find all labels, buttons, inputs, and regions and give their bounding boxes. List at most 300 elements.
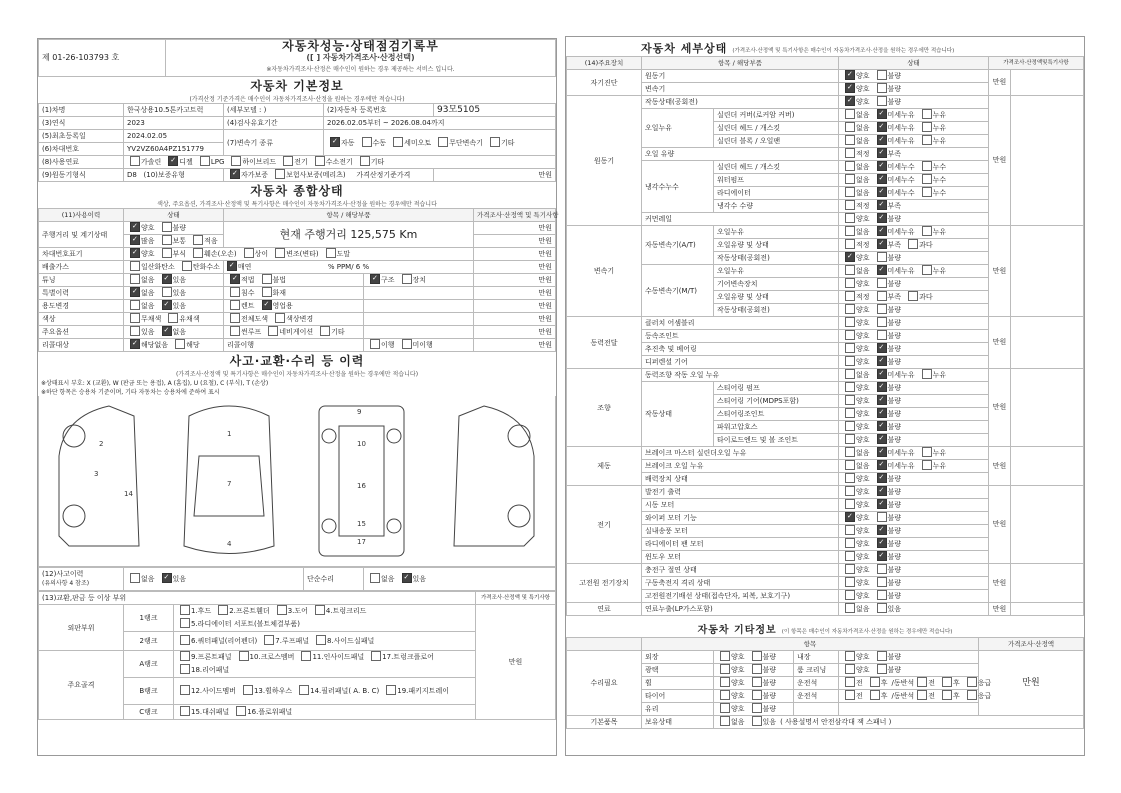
checkbox-icon[interactable] [168,156,178,166]
option-right.groups.1.rows.9.opts-1[interactable]: ✓ 불량 [874,213,902,225]
checkbox-icon[interactable] [845,382,855,392]
option-left.basic.fuel_opts-3[interactable]: 하이브리드 [228,156,276,168]
checkbox-icon[interactable] [917,677,927,687]
option-right.other_rows.0.o2-1[interactable]: 불량 [874,651,902,663]
checkbox-icon[interactable] [268,326,278,336]
checkbox-icon[interactable] [967,677,977,687]
option-right.groups.1.rows.7.opts-2[interactable]: 누수 [919,187,947,199]
checkbox-icon[interactable] [877,291,887,301]
checkbox-icon[interactable] [845,200,855,210]
checkbox-icon[interactable] [180,605,190,615]
option-left.summary_rows.8.opts-1[interactable]: 해당 [172,339,200,351]
part-item[interactable]: 4.트렁크리드 [312,605,367,618]
option-right.groups.2.rows.0.opts-0[interactable]: 없음 [842,226,870,238]
option-left.summary_rows.4.opts3-1[interactable]: 화재 [259,287,287,299]
option-right.other_rows.1.o-1[interactable]: 불량 [749,664,777,676]
checkbox-icon[interactable] [402,339,412,349]
checkbox-icon[interactable] [162,222,172,232]
option-left.summary_rows.7.opts3-0[interactable]: 썬루프 [227,326,261,338]
checkbox-icon[interactable] [180,664,190,674]
checkbox-icon[interactable] [752,651,762,661]
checkbox-icon[interactable] [845,122,855,132]
option-right.groups.1.rows.0.opts-0[interactable]: ✓ 양호 [842,96,870,108]
option-right.other_rows.1.o2-0[interactable]: 양호 [842,664,870,676]
option-left.basic.fuel_opts-5[interactable]: 수소전기 [312,156,353,168]
option-right.groups.1.rows.6.opts-2[interactable]: 누수 [919,174,947,186]
checkbox-icon[interactable] [877,460,887,470]
checkbox-icon[interactable] [845,395,855,405]
checkbox-icon[interactable] [877,651,887,661]
option-left.summary_rows.7.opts3-1[interactable]: 네비게이션 [265,326,313,338]
checkbox-icon[interactable] [299,685,309,695]
option-right.groups.3.rows.0.opts-1[interactable]: 불량 [874,317,902,329]
checkbox-icon[interactable] [130,261,140,271]
checkbox-icon[interactable] [236,706,246,716]
option-right.other_rows.3.o3-0[interactable]: 전 [914,690,935,702]
checkbox-icon[interactable] [922,447,932,457]
checkbox-icon[interactable] [877,512,887,522]
checkbox-icon[interactable] [262,300,272,310]
checkbox-icon[interactable] [182,261,192,271]
checkbox-icon[interactable] [130,274,140,284]
checkbox-icon[interactable] [180,635,190,645]
option-left.summary_rows.5.opts-1[interactable]: ✓ 있음 [159,300,187,312]
checkbox-icon[interactable] [386,685,396,695]
option-right.groups.6.rows.2.opts-1[interactable]: 불량 [874,512,902,524]
option-right.groups.1.rows.8.opts-0[interactable]: 적정 [842,200,870,212]
checkbox-icon[interactable] [162,326,172,336]
option-right.groups.1.rows.3.opts-1[interactable]: ✓ 미세누유 [874,135,915,147]
checkbox-icon[interactable] [180,618,190,628]
checkbox-icon[interactable] [845,226,855,236]
option-left.summary_rows.0.opts-1[interactable]: 불량 [159,222,187,234]
option-left.basic.warranty_opts-0[interactable]: ✓ 자가보증 [227,169,268,181]
checkbox-icon[interactable] [877,122,887,132]
option-right.groups.1.rows.3.opts-2[interactable]: 누유 [919,135,947,147]
checkbox-icon[interactable] [130,300,140,310]
option-right.groups.6.rows.4.opts-0[interactable]: 양호 [842,538,870,550]
option-right.groups.1.rows.5.opts-2[interactable]: 누수 [919,161,947,173]
checkbox-icon[interactable] [877,109,887,119]
checkbox-icon[interactable] [877,278,887,288]
option-right.other_rows.4.o-1[interactable]: 불량 [749,703,777,715]
checkbox-icon[interactable] [922,161,932,171]
checkbox-icon[interactable] [877,525,887,535]
option-right.groups.5.rows.0.opts-1[interactable]: ✓ 미세누유 [874,447,915,459]
checkbox-icon[interactable] [845,291,855,301]
option-left.summary_rows.1.opts-0[interactable]: ✓ 양호 [127,248,155,260]
checkbox-icon[interactable] [231,156,241,166]
option-right.groups.7.rows.0.opts-1[interactable]: 불량 [874,564,902,576]
checkbox-icon[interactable] [845,252,855,262]
part-item[interactable]: 16.플로워패널 [233,706,292,718]
checkbox-icon[interactable] [130,326,140,336]
checkbox-icon[interactable] [320,326,330,336]
checkbox-icon[interactable] [845,499,855,509]
checkbox-icon[interactable] [130,156,140,166]
checkbox-icon[interactable] [877,239,887,249]
option-right.other_rows.3.o2-0[interactable]: 전 [842,690,863,702]
checkbox-icon[interactable] [845,135,855,145]
checkbox-icon[interactable] [942,677,952,687]
option-left.summary_rows.6.opts3-1[interactable]: 색상변경 [272,313,313,325]
checkbox-icon[interactable] [877,664,887,674]
checkbox-icon[interactable] [845,577,855,587]
part-item[interactable]: 3.도어 [274,605,308,618]
option-right.groups.4.rows.4.opts-1[interactable]: ✓ 불량 [874,421,902,433]
option-left.summary_rows.6.opts3-0[interactable]: 전체도색 [227,313,268,325]
checkbox-icon[interactable] [230,274,240,284]
option-right.other_rows.1.o2-1[interactable]: 불량 [874,664,902,676]
checkbox-icon[interactable] [845,486,855,496]
checkbox-icon[interactable] [845,551,855,561]
option-right.groups.4.rows.4.opts-0[interactable]: 양호 [842,421,870,433]
option-right.other_rows.1.o-0[interactable]: 양호 [717,664,745,676]
option-right.groups.4.rows.1.opts-0[interactable]: 양호 [842,382,870,394]
option-left.basic.warranty_opts-1[interactable]: 보험사보증(메리츠) [272,169,346,181]
option-right.groups.4.rows.3.opts-1[interactable]: ✓ 불량 [874,408,902,420]
checkbox-icon[interactable] [218,605,228,615]
option-right.groups.1.rows.3.opts-0[interactable]: 없음 [842,135,870,147]
option-right.groups.4.rows.0.opts-1[interactable]: ✓ 미세누유 [874,369,915,381]
option-left.summary_rows.5.opts3-0[interactable]: 렌트 [227,300,255,312]
checkbox-icon[interactable] [922,122,932,132]
option-left.acc_opts-0[interactable]: 없음 [127,573,155,585]
option-right.other_rows.0.o-1[interactable]: 불량 [749,651,777,663]
checkbox-icon[interactable] [877,96,887,106]
option-right.groups.7.rows.1.opts-1[interactable]: 불량 [874,577,902,589]
checkbox-icon[interactable] [877,148,887,158]
checkbox-icon[interactable] [877,83,887,93]
checkbox-icon[interactable] [275,248,285,258]
checkbox-icon[interactable] [845,603,855,613]
option-right.groups.1.rows.6.opts-0[interactable]: 없음 [842,174,870,186]
checkbox-icon[interactable] [922,369,932,379]
checkbox-icon[interactable] [490,137,500,147]
checkbox-icon[interactable] [845,356,855,366]
checkbox-icon[interactable] [845,434,855,444]
option-right.groups.8.rows.0.opts-0[interactable]: 없음 [842,603,870,615]
option-left.basic.fuel_opts-0[interactable]: 가솔린 [127,156,161,168]
checkbox-icon[interactable] [845,317,855,327]
part-item[interactable]: 10.크로스멤버 [236,651,295,664]
option-right.groups.2.rows.4.opts-0[interactable]: 양호 [842,278,870,290]
checkbox-icon[interactable] [845,473,855,483]
option-right.groups.5.rows.1.opts-2[interactable]: 누유 [919,460,947,472]
option-right.groups.4.rows.0.opts-2[interactable]: 누유 [919,369,947,381]
checkbox-icon[interactable] [877,473,887,483]
checkbox-icon[interactable] [845,343,855,353]
checkbox-icon[interactable] [130,287,140,297]
option-left.summary_rows.3.opts3-1[interactable]: 불법 [259,274,287,286]
checkbox-icon[interactable] [877,356,887,366]
option-right.other_rows.0.o-0[interactable]: 양호 [717,651,745,663]
checkbox-icon[interactable] [845,70,855,80]
option-right.other_rows.3.o3-2[interactable]: 응급 [964,690,992,702]
part-item[interactable]: 8.사이드실패널 [313,635,374,647]
checkbox-icon[interactable] [315,605,325,615]
checkbox-icon[interactable] [877,317,887,327]
checkbox-icon[interactable] [200,156,210,166]
checkbox-icon[interactable] [877,538,887,548]
checkbox-icon[interactable] [877,434,887,444]
checkbox-icon[interactable] [330,137,340,147]
option-left.summary_rows.0.opts2-1[interactable]: 보통 [159,235,187,247]
checkbox-icon[interactable] [277,605,287,615]
option-right.groups.4.rows.0.opts-0[interactable]: 없음 [842,369,870,381]
option-right.groups.4.rows.5.opts-0[interactable]: 양호 [842,434,870,446]
option-left.basic.trans_opts-3[interactable]: 무단변속기 [435,137,483,149]
checkbox-icon[interactable] [264,635,274,645]
checkbox-icon[interactable] [130,235,140,245]
option-right.groups.2.rows.6.opts-1[interactable]: 불량 [874,304,902,316]
checkbox-icon[interactable] [752,664,762,674]
checkbox-icon[interactable] [877,226,887,236]
checkbox-icon[interactable] [845,369,855,379]
checkbox-icon[interactable] [720,690,730,700]
checkbox-icon[interactable] [922,460,932,470]
option-right.groups.2.rows.2.opts-1[interactable]: 불량 [874,252,902,264]
part-item[interactable]: 5.라디에이터 서포트(볼트체결부품) [177,618,300,631]
option-right.other_rows.2.o2-0[interactable]: 전 [842,677,863,689]
checkbox-icon[interactable] [877,265,887,275]
option-right.other_rows.0.o2-0[interactable]: 양호 [842,651,870,663]
checkbox-icon[interactable] [130,573,140,583]
option-left.summary_rows.8.opts4-1[interactable]: 미이행 [399,339,433,351]
checkbox-icon[interactable] [402,573,412,583]
option-right.groups.6.rows.5.opts-1[interactable]: ✓ 불량 [874,551,902,563]
checkbox-icon[interactable] [845,538,855,548]
option-left.summary_rows.7.opts-1[interactable]: ✓ 없음 [159,326,187,338]
checkbox-icon[interactable] [162,287,172,297]
checkbox-icon[interactable] [877,603,887,613]
checkbox-icon[interactable] [362,137,372,147]
option-right.groups.1.rows.1.opts-1[interactable]: ✓ 미세누유 [874,109,915,121]
option-right.groups.3.rows.0.opts-0[interactable]: 양호 [842,317,870,329]
option-right.groups.1.rows.4.opts-1[interactable]: ✓ 부족 [874,148,902,160]
option-left.basic.fuel_opts-4[interactable]: 전기 [280,156,308,168]
checkbox-icon[interactable] [230,300,240,310]
option-left.summary_rows.4.opts3-0[interactable]: 침수 [227,287,255,299]
checkbox-icon[interactable] [130,339,140,349]
checkbox-icon[interactable] [845,512,855,522]
checkbox-icon[interactable] [845,265,855,275]
part-item[interactable]: 1.후드 [177,605,211,618]
option-right.groups.0.rows.1.opts-1[interactable]: 불량 [874,83,902,95]
option-left.summary_rows.1.opts-4[interactable]: 변조(변타) [272,248,319,260]
checkbox-icon[interactable] [922,135,932,145]
checkbox-icon[interactable] [845,408,855,418]
checkbox-icon[interactable] [845,304,855,314]
option-right.groups.2.rows.3.opts-0[interactable]: 없음 [842,265,870,277]
option-left.summary_rows.4.opts-1[interactable]: 있음 [159,287,187,299]
option-left.basic.fuel_opts-6[interactable]: 기타 [357,156,385,168]
checkbox-icon[interactable] [162,235,172,245]
checkbox-icon[interactable] [877,590,887,600]
checkbox-icon[interactable] [326,248,336,258]
option-right.groups.0.rows.0.opts-0[interactable]: ✓ 양호 [842,70,870,82]
checkbox-icon[interactable] [845,213,855,223]
option-right.groups.1.rows.2.opts-2[interactable]: 누유 [919,122,947,134]
checkbox-icon[interactable] [168,313,178,323]
option-left.summary_rows.3.opts-1[interactable]: ✓ 있음 [159,274,187,286]
option-left.summary_rows.3.opts4-0[interactable]: ✓ 구조 [367,274,395,286]
option-right.groups.3.rows.3.opts-0[interactable]: 양호 [842,356,870,368]
checkbox-icon[interactable] [877,499,887,509]
option-right.groups.4.rows.5.opts-1[interactable]: ✓ 불량 [874,434,902,446]
option-right.groups.7.rows.2.opts-0[interactable]: 양호 [842,590,870,602]
checkbox-icon[interactable] [175,339,185,349]
checkbox-icon[interactable] [130,248,140,258]
option-right.groups.1.rows.7.opts-0[interactable]: 없음 [842,187,870,199]
checkbox-icon[interactable] [162,248,172,258]
checkbox-icon[interactable] [162,300,172,310]
option-right.groups.2.rows.6.opts-0[interactable]: 양호 [842,304,870,316]
checkbox-icon[interactable] [845,664,855,674]
option-right.groups.3.rows.2.opts-0[interactable]: 양호 [842,343,870,355]
checkbox-icon[interactable] [720,716,730,726]
option-right.groups.1.rows.2.opts-1[interactable]: ✓ 미세누유 [874,122,915,134]
option-right.groups.6.rows.2.opts-0[interactable]: ✓ 양호 [842,512,870,524]
option-right.groups.4.rows.2.opts-1[interactable]: ✓ 불량 [874,395,902,407]
part-item[interactable]: 12.사이드멤버 [177,685,236,698]
checkbox-icon[interactable] [922,109,932,119]
option-right.groups.6.rows.5.opts-0[interactable]: 양호 [842,551,870,563]
checkbox-icon[interactable] [845,525,855,535]
option-right.groups.3.rows.1.opts-1[interactable]: 불량 [874,330,902,342]
checkbox-icon[interactable] [922,187,932,197]
option-right.other_rows.2.o-1[interactable]: 불량 [749,677,777,689]
checkbox-icon[interactable] [130,313,140,323]
option-right.other_rows.2.o-0[interactable]: 양호 [717,677,745,689]
part-item[interactable]: 11.인사이드패널 [298,651,364,664]
option-right.groups.4.rows.2.opts-0[interactable]: 양호 [842,395,870,407]
option-right.groups.6.rows.4.opts-1[interactable]: ✓ 불량 [874,538,902,550]
checkbox-icon[interactable] [720,677,730,687]
checkbox-icon[interactable] [870,690,880,700]
checkbox-icon[interactable] [845,148,855,158]
option-right.groups.5.rows.1.opts-1[interactable]: ✓ 미세누유 [874,460,915,472]
checkbox-icon[interactable] [130,222,140,232]
checkbox-icon[interactable] [315,156,325,166]
option-left.summary_rows.1.opts-3[interactable]: 상이 [241,248,269,260]
option-right.other_rows.3.o3-1[interactable]: 후 [939,690,960,702]
option-right.groups.2.rows.2.opts-0[interactable]: ✓ 양호 [842,252,870,264]
checkbox-icon[interactable] [370,339,380,349]
checkbox-icon[interactable] [877,421,887,431]
checkbox-icon[interactable] [370,573,380,583]
checkbox-icon[interactable] [370,274,380,284]
option-left.summary_rows.3.opts-0[interactable]: 없음 [127,274,155,286]
option-right.groups.3.rows.3.opts-1[interactable]: ✓ 불량 [874,356,902,368]
checkbox-icon[interactable] [877,408,887,418]
checkbox-icon[interactable] [752,703,762,713]
checkbox-icon[interactable] [942,690,952,700]
checkbox-icon[interactable] [922,226,932,236]
option-left.summary_rows.7.opts3-2[interactable]: 기타 [317,326,345,338]
option-left.summary_rows.0.opts2-2[interactable]: 적음 [190,235,218,247]
option-right.groups.1.rows.0.opts-1[interactable]: 불량 [874,96,902,108]
option-right.groups.5.rows.0.opts-0[interactable]: 없음 [842,447,870,459]
option-left.simple_opts-1[interactable]: ✓ 있음 [399,573,427,585]
checkbox-icon[interactable] [316,635,326,645]
checkbox-icon[interactable] [877,382,887,392]
option-right.groups.1.rows.5.opts-1[interactable]: ✓ 미세누수 [874,161,915,173]
option-right.groups.1.rows.7.opts-1[interactable]: ✓ 미세누수 [874,187,915,199]
checkbox-icon[interactable] [239,651,249,661]
checkbox-icon[interactable] [922,174,932,184]
checkbox-icon[interactable] [845,96,855,106]
part-item[interactable]: 13.휠하우스 [240,685,292,698]
option-right.groups.1.rows.8.opts-1[interactable]: ✓ 부족 [874,200,902,212]
option-right.groups.0.rows.0.opts-1[interactable]: 불량 [874,70,902,82]
checkbox-icon[interactable] [845,677,855,687]
option-right.groups.7.rows.1.opts-0[interactable]: 양호 [842,577,870,589]
option-left.summary_rows.5.opts-0[interactable]: 없음 [127,300,155,312]
checkbox-icon[interactable] [877,304,887,314]
checkbox-icon[interactable] [877,174,887,184]
option-right.groups.3.rows.2.opts-1[interactable]: ✓ 불량 [874,343,902,355]
option-left.summary_rows.3.opts3-0[interactable]: ✓ 적법 [227,274,255,286]
checkbox-icon[interactable] [393,137,403,147]
option-right.groups.2.rows.1.opts-2[interactable]: 과다 [905,239,933,251]
checkbox-icon[interactable] [870,677,880,687]
checkbox-icon[interactable] [180,685,190,695]
option-left.summary_rows.1.opts-1[interactable]: 부식 [159,248,187,260]
checkbox-icon[interactable] [360,156,370,166]
option-left.summary_rows.1.opts-2[interactable]: 훼손(오손) [190,248,237,260]
option-right.other_rows.4.o-0[interactable]: 양호 [717,703,745,715]
checkbox-icon[interactable] [845,690,855,700]
checkbox-icon[interactable] [877,161,887,171]
option-right.groups.2.rows.0.opts-1[interactable]: ✓ 미세누유 [874,226,915,238]
checkbox-icon[interactable] [752,690,762,700]
checkbox-icon[interactable] [845,564,855,574]
checkbox-icon[interactable] [877,200,887,210]
checkbox-icon[interactable] [752,677,762,687]
checkbox-icon[interactable] [438,137,448,147]
checkbox-icon[interactable] [908,291,918,301]
option-right.groups.1.rows.1.opts-2[interactable]: 누유 [919,109,947,121]
option-right.groups.5.rows.2.opts-1[interactable]: ✓ 불량 [874,473,902,485]
checkbox-icon[interactable] [193,235,203,245]
checkbox-icon[interactable] [877,369,887,379]
option-right.groups.5.rows.1.opts-0[interactable]: 없음 [842,460,870,472]
checkbox-icon[interactable] [877,252,887,262]
option-left.summary_rows.8.opts4-0[interactable]: 이행 [367,339,395,351]
option-left.summary_rows.2.opts-1[interactable]: 탄화수소 [179,261,220,273]
checkbox-icon[interactable] [402,274,412,284]
part-item[interactable]: 17.트렁크플로어 [368,651,434,664]
option-left.summary_rows.0.opts2-0[interactable]: ✓많음 [127,235,155,247]
option-left.summary_rows.4.opts-0[interactable]: ✓ 없음 [127,287,155,299]
option-right.other_rows.2.o2-1[interactable]: 후 [867,677,888,689]
checkbox-icon[interactable] [283,156,293,166]
checkbox-icon[interactable] [371,651,381,661]
checkbox-icon[interactable] [845,651,855,661]
checkbox-icon[interactable] [877,70,887,80]
option-right.other_rows.2.o3-2[interactable]: 응급 [964,677,992,689]
checkbox-icon[interactable] [230,313,240,323]
checkbox-icon[interactable] [162,573,172,583]
option-right.groups.2.rows.1.opts-0[interactable]: 적정 [842,239,870,251]
option-right.groups.4.rows.3.opts-0[interactable]: 양호 [842,408,870,420]
checkbox-icon[interactable] [262,287,272,297]
checkbox-icon[interactable] [845,161,855,171]
option-right.groups.5.rows.0.opts-2[interactable]: 누유 [919,447,947,459]
option-right.groups.0.rows.1.opts-0[interactable]: ✓ 양호 [842,83,870,95]
option-left.summary_rows.2.opts-0[interactable]: 일산화탄소 [127,261,175,273]
